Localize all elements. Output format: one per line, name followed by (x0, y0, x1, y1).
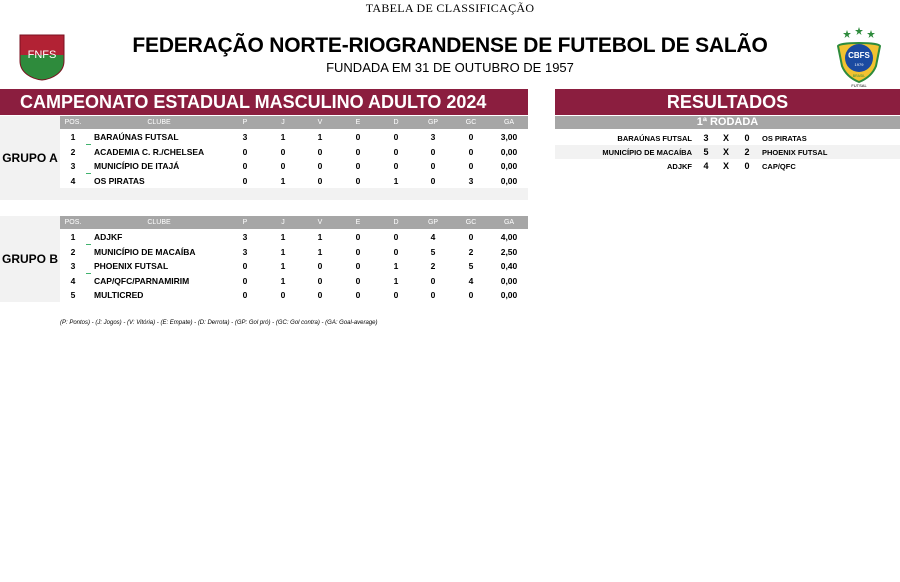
cell-d: 1 (393, 275, 399, 286)
cell-ga: 2,50 (500, 246, 518, 257)
header-gc: GC (465, 219, 477, 226)
cell-d: 0 (393, 246, 399, 257)
cell-j: 0 (280, 290, 286, 300)
cell-p: 3 (242, 132, 248, 142)
cell-ga: 0,00 (500, 290, 518, 300)
result-separator: X (722, 133, 729, 143)
cell-ga: 0,40 (500, 261, 518, 271)
cell-gp: 4 (430, 232, 436, 242)
table-row (60, 288, 528, 302)
cell-pos: 4 (70, 175, 76, 186)
group-a-filler (60, 188, 528, 200)
cell-gc: 0 (468, 161, 474, 171)
cell-ga: 4,00 (500, 232, 518, 242)
cell-d: 0 (393, 232, 399, 242)
round-label: 1ª RODADA (555, 116, 900, 129)
cell-pos: 3 (70, 161, 76, 171)
header-ga: GA (503, 219, 515, 226)
result-home-team: MUNICÍPIO DE MACAÍBA (602, 147, 692, 157)
table-row (60, 245, 528, 259)
cbfs-logo-caption: FUTSAL (851, 83, 867, 88)
cell-e: 0 (355, 175, 361, 186)
table-row (60, 145, 528, 159)
result-away-team: PHOENIX FUTSAL (762, 147, 828, 157)
cell-p: 0 (242, 161, 248, 171)
cell-e: 0 (355, 246, 361, 257)
cell-gp: 0 (430, 275, 436, 286)
table-row (60, 259, 528, 273)
results-banner: RESULTADOS (555, 89, 900, 115)
header-d: D (393, 219, 399, 226)
cell-gc: 5 (468, 261, 474, 271)
cell-e: 0 (355, 161, 361, 171)
cell-v: 0 (317, 161, 323, 171)
cell-p: 0 (242, 275, 248, 286)
cell-gc: 4 (468, 275, 474, 286)
cell-e: 0 (355, 146, 361, 157)
result-row (555, 145, 900, 159)
header-ga: GA (503, 119, 515, 126)
cell-ga: 0,00 (500, 161, 518, 171)
cell-p: 3 (242, 246, 248, 257)
cell-v: 1 (317, 246, 323, 257)
cell-gc: 3 (468, 175, 474, 186)
cell-gc: 2 (468, 246, 474, 257)
cell-e: 0 (355, 275, 361, 286)
cbfs-logo-country: BRASIL (852, 74, 866, 78)
cell-gp: 0 (430, 146, 436, 157)
cell-p: 0 (242, 146, 248, 157)
cell-p: 3 (242, 232, 248, 242)
cbfs-logo-year: 1979 (854, 62, 864, 67)
result-home-score: 5 (703, 147, 709, 157)
header-e: E (355, 219, 361, 226)
table-row (60, 159, 528, 173)
cell-gc: 0 (468, 146, 474, 157)
cell-v: 0 (317, 261, 323, 271)
result-row (555, 159, 900, 173)
cell-j: 1 (280, 246, 286, 257)
cell-d: 0 (393, 161, 399, 171)
cell-club: OS PIRATAS (94, 175, 145, 186)
cell-gc: 0 (468, 290, 474, 300)
cell-v: 0 (317, 275, 323, 286)
table-row (60, 274, 528, 288)
legend: (P: Pontos) - (J: Jogos) - (V: Vitória) - (E: Empate) - (D: Derrota) - (GP: Gol pró) - (GC: Gol contra) - (GA: Goal-average) (60, 320, 378, 326)
cell-club: ACADEMIA C. R./CHELSEA (94, 146, 205, 157)
header-j: J (281, 119, 285, 126)
cell-gc: 0 (468, 132, 474, 142)
page-title: TABELA DE CLASSIFICAÇÃO (365, 1, 535, 15)
cell-d: 1 (393, 175, 399, 186)
cell-club: MULTICRED (94, 290, 144, 300)
cell-p: 0 (242, 175, 248, 186)
header-club: CLUBE (147, 119, 171, 126)
cell-e: 0 (355, 290, 361, 300)
cell-gp: 3 (430, 132, 436, 142)
cell-pos: 1 (70, 132, 76, 142)
cell-gp: 2 (430, 261, 436, 271)
cell-j: 1 (280, 175, 286, 186)
header-gp: GP (427, 219, 439, 226)
cell-j: 0 (280, 161, 286, 171)
cell-ga: 0,00 (500, 146, 518, 157)
cell-pos: 4 (70, 275, 76, 286)
cell-j: 1 (280, 261, 286, 271)
cell-club: BARAÚNAS FUTSAL (94, 132, 179, 142)
cell-gp: 0 (430, 175, 436, 186)
group-b-label: GRUPO B (0, 216, 60, 302)
header-e: E (355, 119, 361, 126)
cell-pos: 1 (70, 232, 76, 242)
championship-banner: CAMPEONATO ESTADUAL MASCULINO ADULTO 2024 (0, 89, 528, 115)
header-pos: POS. (64, 219, 82, 226)
cbfs-logo-text: CBFS (848, 51, 870, 60)
cell-pos: 5 (70, 290, 76, 300)
cell-pos: 2 (70, 246, 76, 257)
cell-j: 1 (280, 132, 286, 142)
cell-club: PHOENIX FUTSAL (94, 261, 169, 271)
group-a-header (60, 116, 528, 129)
cell-club: CAP/QFC/PARNAMIRIM (94, 275, 190, 286)
cell-gp: 0 (430, 290, 436, 300)
cell-club: MUNICÍPIO DE ITAJÁ (94, 161, 180, 171)
result-separator: X (722, 147, 729, 157)
cbfs-logo (832, 26, 886, 88)
cell-gp: 0 (430, 161, 436, 171)
table-row (60, 130, 528, 144)
header-d: D (393, 119, 399, 126)
cell-d: 0 (393, 146, 399, 157)
header-p: P (242, 119, 248, 126)
group-b-header (60, 216, 528, 229)
fnfs-logo-text: FNFS (27, 49, 57, 61)
federation-title: FEDERAÇÃO NORTE-RIOGRANDENSE DE FUTEBOL DE SALÃO (132, 34, 768, 57)
cell-j: 1 (280, 232, 286, 242)
result-separator: X (722, 161, 729, 171)
cell-club: ADJKF (94, 232, 123, 242)
cell-j: 0 (280, 146, 286, 157)
header-gc: GC (465, 119, 477, 126)
result-away-score: 2 (744, 147, 750, 157)
group-a-label: GRUPO A (0, 116, 60, 200)
result-away-team: CAP/QFC (762, 161, 796, 171)
cell-e: 0 (355, 261, 361, 271)
cell-gp: 5 (430, 246, 436, 257)
founded-subtitle: FUNDADA EM 31 DE OUTUBRO DE 1957 (326, 60, 574, 75)
cell-j: 1 (280, 275, 286, 286)
result-away-score: 0 (744, 133, 750, 143)
result-home-score: 3 (703, 133, 709, 143)
cell-ga: 0,00 (500, 275, 518, 286)
table-row (60, 230, 528, 244)
result-away-score: 0 (744, 161, 750, 171)
cell-v: 0 (317, 146, 323, 157)
cell-d: 1 (393, 261, 399, 271)
header-v: V (317, 219, 323, 226)
fnfs-logo (18, 33, 66, 81)
header-club: CLUBE (147, 219, 171, 226)
header-v: V (317, 119, 323, 126)
cell-v: 1 (317, 232, 323, 242)
cell-pos: 2 (70, 146, 76, 157)
header-gp: GP (427, 119, 439, 126)
header-p: P (242, 219, 248, 226)
result-home-team: BARAÚNAS FUTSAL (617, 133, 692, 143)
result-row (555, 131, 900, 145)
cell-gc: 0 (468, 232, 474, 242)
result-away-team: OS PIRATAS (762, 133, 807, 143)
result-home-team: ADJKF (666, 161, 692, 171)
cell-v: 1 (317, 132, 323, 142)
header-pos: POS. (64, 119, 82, 126)
cell-club: MUNICÍPIO DE MACAÍBA (94, 246, 196, 257)
cell-e: 0 (355, 232, 361, 242)
cell-pos: 3 (70, 261, 76, 271)
cell-v: 0 (317, 175, 323, 186)
header-j: J (281, 219, 285, 226)
cell-e: 0 (355, 132, 361, 142)
cell-v: 0 (317, 290, 323, 300)
cell-d: 0 (393, 290, 399, 300)
cell-ga: 0,00 (500, 175, 518, 186)
cell-p: 0 (242, 261, 248, 271)
result-home-score: 4 (703, 161, 709, 171)
table-row (60, 174, 528, 188)
cell-d: 0 (393, 132, 399, 142)
cell-ga: 3,00 (500, 132, 518, 142)
cell-p: 0 (242, 290, 248, 300)
